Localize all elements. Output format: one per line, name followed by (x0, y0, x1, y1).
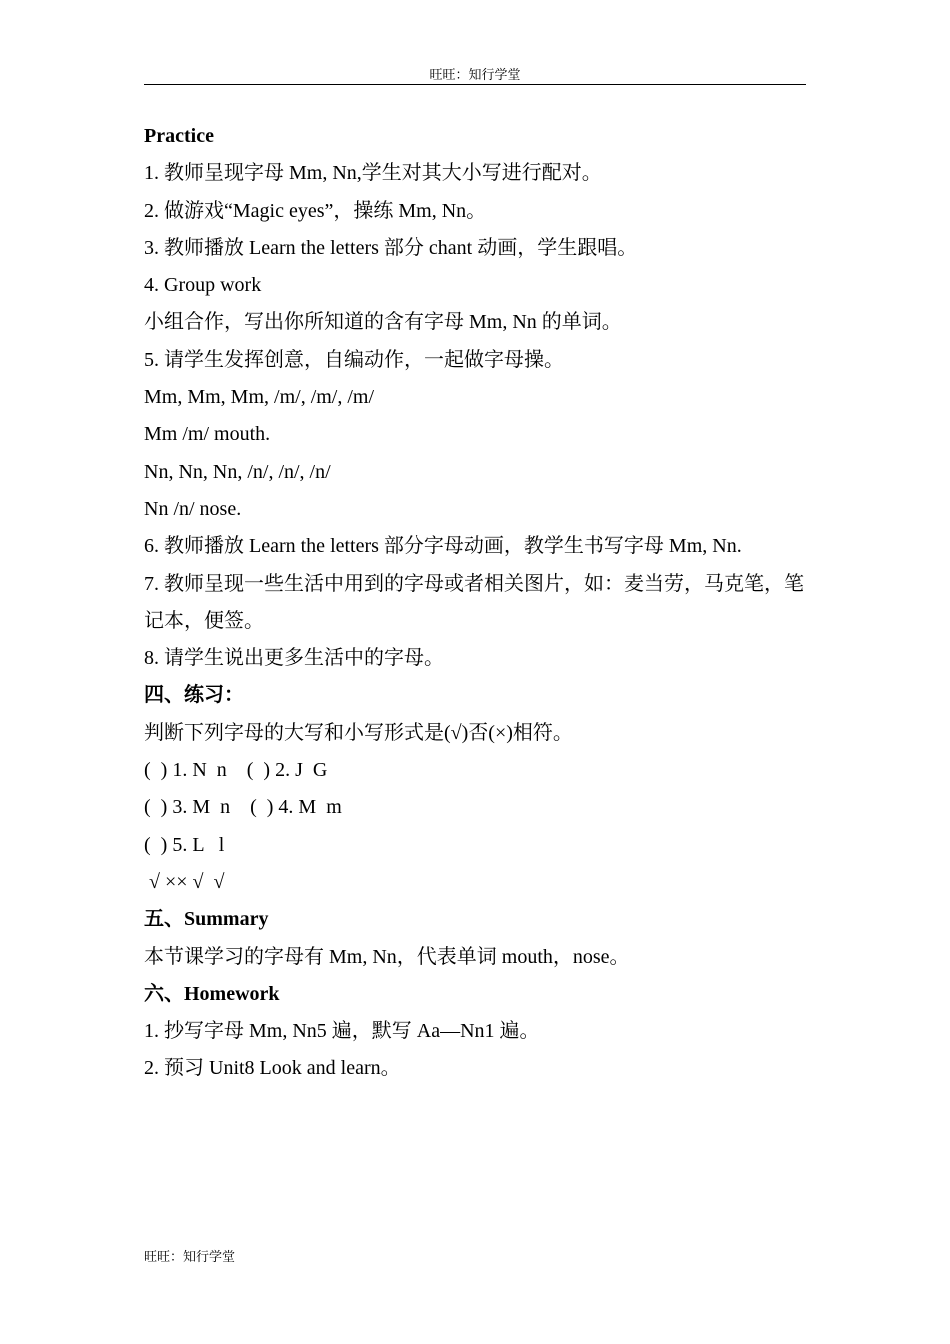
chant-line-3: Nn, Nn, Nn, /n/, /n/, /n/ (144, 460, 331, 483)
page-footer: 旺旺：知行学堂 (144, 1249, 236, 1264)
section-heading-exercise: 四、练习： (144, 684, 244, 707)
summary-text: 本节课学习的字母有 Mm, Nn，代表单词 mouth，nose。 (144, 945, 630, 968)
practice-step-6: 6. 教师播放 Learn the letters 部分字母动画，教学生书写字母 Mm, Nn. (144, 535, 742, 558)
practice-step-4-detail: 小组合作，写出你所知道的含有字母 Mm, Nn 的单词。 (144, 311, 622, 334)
page-header: 旺旺：知行学堂 (144, 66, 806, 85)
exercise-answers: √ ×× √ √ (144, 870, 225, 893)
practice-step-2: 2. 做游戏“Magic eyes”，操练 Mm, Nn。 (144, 199, 487, 222)
chant-line-1: Mm, Mm, Mm, /m/, /m/, /m/ (144, 386, 375, 409)
exercise-row-3: ( ) 5. L l (144, 833, 225, 856)
practice-step-3: 3. 教师播放 Learn the letters 部分 chant 动画，学生跟唱。 (144, 236, 638, 259)
exercise-row-1: ( ) 1. N n ( ) 2. J G (144, 759, 328, 782)
practice-step-7: 7. 教师呈现一些生活中用到的字母或者相关图片，如：麦当劳，马克笔，笔记本，便签。 (144, 572, 804, 632)
section-heading-summary: 五、Summary (144, 908, 269, 931)
practice-step-1: 1. 教师呈现字母 Mm, Nn,学生对其大小写进行配对。 (144, 162, 602, 185)
practice-step-4: 4. Group work (144, 274, 262, 297)
chant-line-2: Mm /m/ mouth. (144, 423, 271, 446)
practice-step-8: 8. 请学生说出更多生活中的字母。 (144, 647, 444, 670)
practice-step-5: 5. 请学生发挥创意，自编动作，一起做字母操。 (144, 348, 564, 371)
document-body (144, 118, 809, 1088)
exercise-instruction: 判断下列字母的大写和小写形式是(√)否(×)相符。 (144, 721, 573, 744)
homework-item-1: 1. 抄写字母 Mm, Nn5 遍，默写 Aa—Nn1 遍。 (144, 1020, 540, 1043)
chant-line-4: Nn /n/ nose. (144, 497, 242, 520)
section-heading-practice: Practice (144, 125, 214, 147)
exercise-row-2: ( ) 3. M n ( ) 4. M m (144, 796, 342, 819)
homework-item-2: 2. 预习 Unit8 Look and learn。 (144, 1057, 401, 1080)
section-heading-homework: 六、Homework (144, 982, 280, 1005)
